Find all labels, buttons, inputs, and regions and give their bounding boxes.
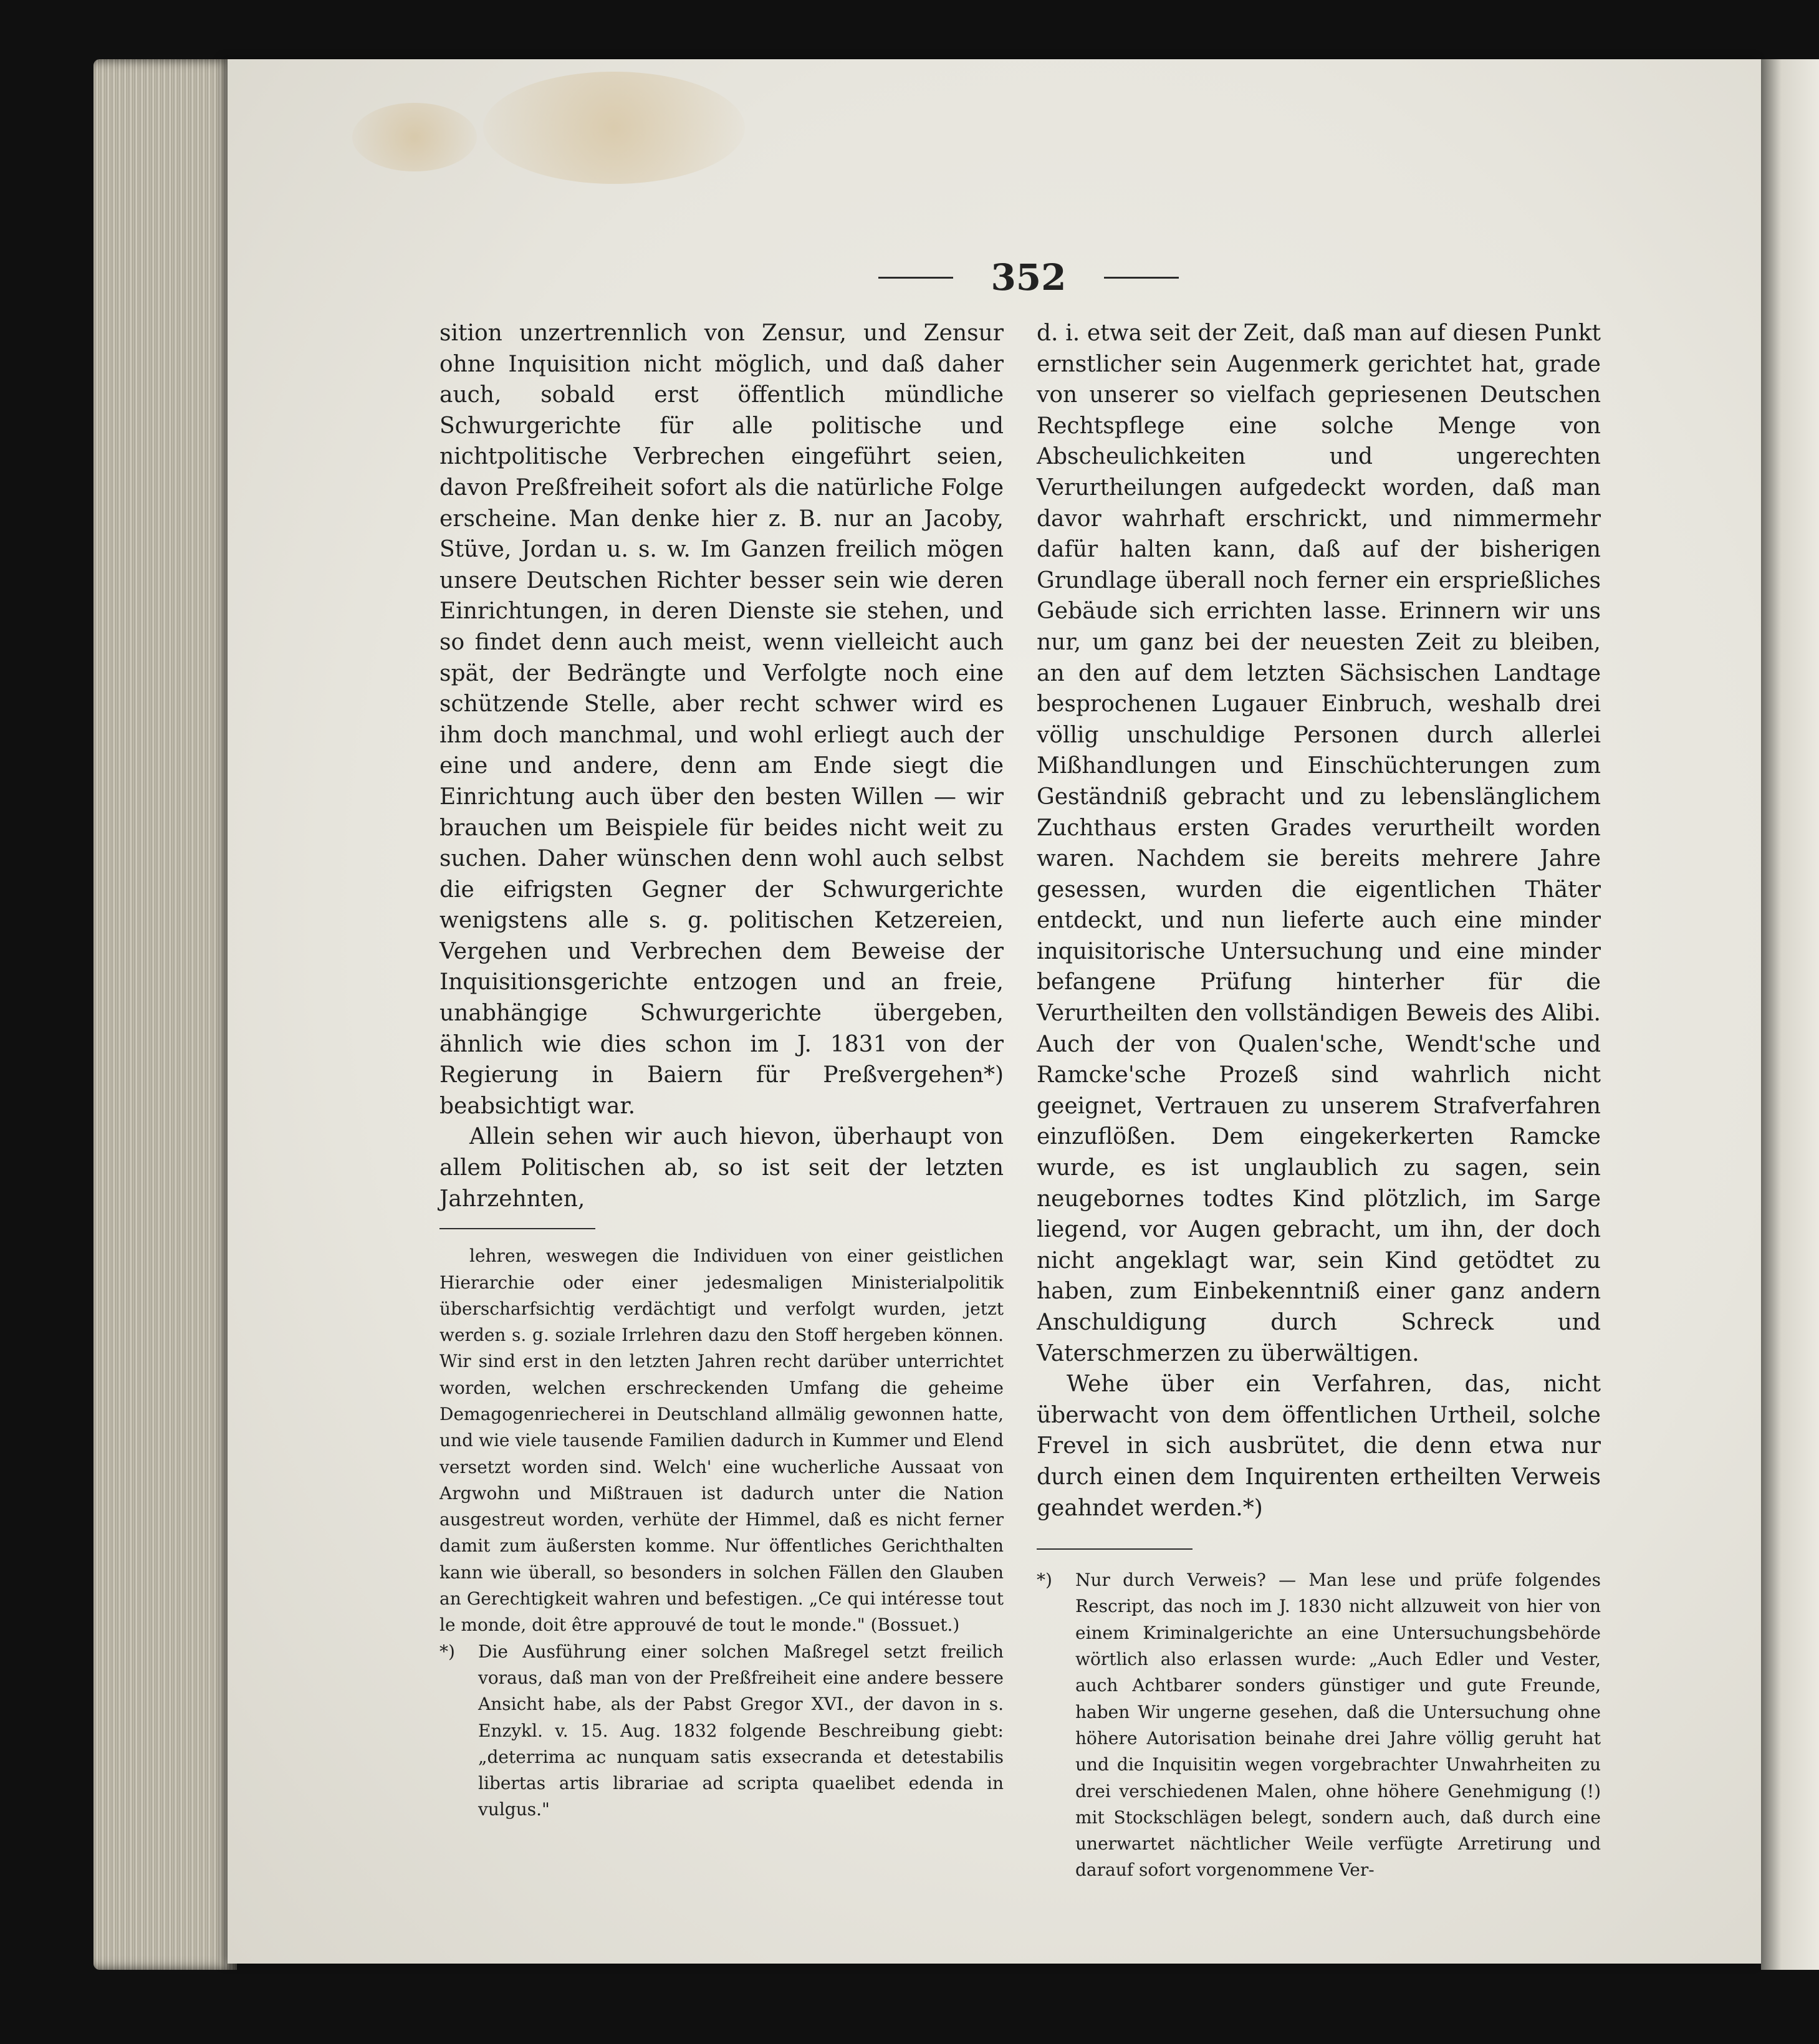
footnote-text: Nur durch Verweis? — Man lese und prüfe folgendes Rescript, das noch im J. 1830 nicht allzuweit von hier von einem Kriminalgerichte an eine Untersuchungsbehörde wörtlich also erlassen wurde: „Auch Edler und Vester, auch Achtbarer sonders günstiger und gute Freunde, haben Wir ungerne gesehen, daß die Untersuchung ohne höhere Autorisation beinahe drei Jahre völlig geruht hat und die Inquisitin wegen vorgebrachter Unwahrheiten zu drei verschiedenen Malen, ohne höhere Genehmigung (!) mit Stockschlägen belegt, sondern auch, daß durch eine unerwartet nächtlicher Weile verfügte Arretirung und darauf sofort vorgenommene Ver- [1075, 1570, 1601, 1881]
body-paragraph: Wehe über ein Verfahren, das, nicht überwacht von dem öffentlichen Urtheil, solche Frevel in sich ausbrütet, die denn etwa nur durch einen dem Inquirenten ertheilten Verweis geahndet werden.*) [1037, 1371, 1601, 1521]
footnote-marker: *) [439, 1641, 455, 1662]
footnote-text: Die Ausführung einer solchen Maßregel setzt freilich voraus, daß man von der Preßfreiheit eine andere bessere Ansicht habe, als der Pabst Gregor XVI., der davon in s. Enzykl. v. 15. Aug. 1832 folgende Beschreibung giebt: „deterrima ac nunquam satis exsecranda et detestabilis libertas artis librariae ad scripta quaelibet edenda in vulgus." [478, 1641, 1004, 1820]
page-number: 352 [991, 256, 1067, 299]
footnote [439, 1639, 1004, 1823]
header-rule-right [1104, 277, 1179, 279]
header-rule-left [878, 277, 953, 279]
footnote-continuation: lehren, weswegen die Individuen von einer geistlichen Hierarchie oder einer jedesmaligen Ministerialpolitik überscharfsichtig verdächtigt und verfolgt wurden, jetzt werden s. g. soziale Irrlehren dazu den Stoff hergeben können. Wir sind erst in den letzten Jahren recht darüber unterrichtet worden, welchen erschreckenden Umfang die geheime Demagogenriecherei in Deutschland allmälig gewonnen hatte, und wie viele tausende Familien dadurch in Kummer und Elend versetzt worden sind. Welch' eine wucherliche Aussaat von Argwohn und Mißtrauen ist dadurch unter die Nation ausgestreut worden, verhüte der Himmel, daß es nicht ferner damit zum äußersten komme. Nur öffentliches Gerichthalten kann wie überall, so besonders in solchen Fällen den Glauben an Gerechtigkeit wahren und befestigen. „Ce qui intéresse tout le monde, doit être approuvé de tout le monde." (Bossuet.) [439, 1245, 1004, 1636]
body-paragraph: d. i. etwa seit der Zeit, daß man auf diesen Punkt ernstlicher sein Augenmerk gerichtet hat, grade von unserer so vielfach gepriesenen Deutschen Rechtspflege eine solche Menge von Abscheulichkeiten und ungerechten Verurtheilungen aufgedeckt worden, daß man davor wahrhaft erschrickt, und nimmermehr dafür halten kann, daß auf der bisherigen Grundlage überall noch ferner ein ersprießliches Gebäude sich errichten lasse. Erinnern wir uns nur, um ganz bei der neuesten Zeit zu bleiben, an den auf dem letzten Sächsischen Landtage besprochenen Lugauer Einbruch, weshalb drei völlig unschuldige Personen durch allerlei Mißhandlungen und Einschüchterungen zum Geständniß gebracht und zu lebenslänglichem Zuchthaus ersten Grades verurtheilt worden waren. Nachdem sie bereits mehrere Jahre gesessen, wurden die eigentlichen Thäter entdeckt, und nun lieferte auch eine minder inquisitorische Untersuchung und eine minder befangene Prüfung hinterher für die Verurtheilten den vollständigen Beweis des Alibi. Auch der von Qualen'sche, Wendt'sche und Ramcke'sche Prozeß sind wahrlich nicht geeignet, Vertrauen zu unserem Strafverfahren einzuflößen. Dem eingekerkerten Ramcke wurde, es ist unglaublich zu sagen, sein neugebornes todtes Kind plötzlich, im Sarge liegend, vor Augen gebracht, um ihn, der doch nicht angeklagt war, sein Kind getödtet zu haben, zum Einbekenntniß einer ganz andern Anschuldigung durch Schreck und Vaterschmerzen zu überwältigen. [1037, 320, 1601, 1366]
left-column [439, 318, 1004, 1823]
page-number-header [866, 249, 1191, 305]
page-stack-edge [94, 59, 237, 1970]
paper-stain [483, 72, 745, 184]
footnote [1037, 1567, 1601, 1884]
footnote-marker: *) [1037, 1570, 1052, 1591]
paper-stain [352, 103, 477, 171]
body-paragraph: Allein sehen wir auch hievon, überhaupt von allem Politischen ab, so ist seit der letzten Jahrzehnten, [439, 1124, 1004, 1212]
body-paragraph: sition unzertrennlich von Zensur, und Zensur ohne Inquisition nicht möglich, und daß daher auch, sobald erst öffentlich mündliche Schwurgerichte für alle politische und nichtpolitische Verbrechen eingeführt seien, davon Preßfreiheit sofort als die natürliche Folge erscheine. Man denke hier z. B. nur an Jacoby, Stüve, Jordan u. s. w. Im Ganzen freilich mögen unsere Deutschen Richter besser sein wie deren Einrichtungen, in deren Dienste sie stehen, und so findet denn auch meist, wenn vielleicht auch spät, der Bedrängte und Verfolgte noch eine schützende Stelle, aber recht schwer wird es ihm doch manchmal, und wohl erliegt auch der eine und andere, denn am Ende siegt die Einrichtung auch über den besten Willen — wir brauchen um Beispiele für beides nicht weit zu suchen. Daher wünschen denn wohl auch selbst die eifrigsten Gegner der Schwurgerichte wenigstens alle s. g. politischen Ketzereien, Vergehen und Verbrechen dem Beweise der Inquisitionsgerichte entzogen und an freie, unabhängige Schwurgerichte übergeben, ähnlich wie dies schon im J. 1831 von der Regierung in Baiern für Preßvergehen*) beabsichtigt war. [439, 320, 1004, 1119]
facing-page-edge [1761, 59, 1819, 1970]
right-column [1037, 318, 1601, 1884]
